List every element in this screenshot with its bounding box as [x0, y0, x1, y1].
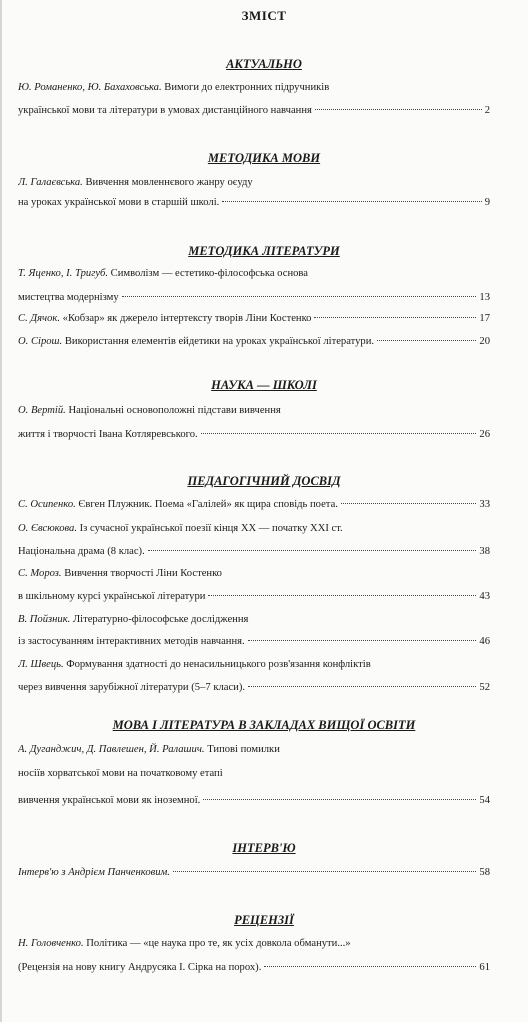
section-heading: НАУКА — ШКОЛІ	[211, 378, 317, 392]
entry-author: Ю. Романенко, Ю. Бахаховська.	[18, 82, 162, 93]
toc-entry-text	[18, 268, 308, 279]
entry-title: Євген Плужник. Поема «Галілей» як щира сповідь поета.	[78, 499, 338, 510]
entry-author: О. Євсюкова.	[18, 523, 77, 534]
toc-entry-text	[18, 794, 200, 808]
dot-leader	[248, 686, 476, 687]
page-number: 33	[479, 499, 490, 510]
entry-author: С. Мороз.	[18, 568, 62, 579]
entry-title: Символізм — естетико-філософська основа	[110, 268, 308, 279]
toc-entry-row[interactable]	[18, 104, 490, 118]
entry-author: Т. Яценко, І. Тригуб.	[18, 268, 109, 279]
toc-entry-row[interactable]	[18, 590, 490, 604]
toc-entry-row[interactable]	[18, 961, 490, 975]
page-number: 13	[479, 292, 490, 303]
section-heading: ІНТЕРВ'Ю	[232, 841, 296, 855]
page-number: 38	[479, 546, 490, 557]
entry-title: Інтерв'ю з Андрієм Панченковим.	[18, 867, 170, 878]
dot-leader	[314, 317, 476, 318]
toc-entry-row[interactable]	[18, 291, 490, 305]
toc-entry-text	[18, 744, 280, 755]
entry-title: вивчення української мови як іноземної.	[18, 795, 201, 806]
entry-title: Вивчення мовленнєвого жанру оєуду	[85, 177, 253, 188]
dot-leader	[208, 595, 476, 596]
dot-leader	[341, 503, 476, 504]
entry-author: Н. Головченко.	[18, 938, 84, 949]
toc-entry-line[interactable]	[18, 767, 490, 781]
page-number: 17	[479, 313, 490, 324]
toc-entry-line[interactable]	[18, 613, 490, 627]
section-heading: МОВА І ЛІТЕРАТУРА В ЗАКЛАДАХ ВИЩОЇ ОСВІТИ	[112, 718, 416, 732]
entry-author: О. Вертій.	[18, 405, 66, 416]
toc-entry-row[interactable]	[18, 335, 490, 349]
toc-entry-text	[18, 291, 119, 305]
dot-leader	[148, 550, 477, 551]
dot-leader	[203, 799, 476, 800]
entry-title: на уроках української мови в старшій школі.	[18, 197, 220, 208]
toc-entry-text	[18, 681, 245, 695]
dot-leader	[122, 296, 477, 297]
toc-entry-line[interactable]	[18, 267, 490, 281]
entry-author: В. Пойзник.	[18, 614, 71, 625]
page-number: 52	[479, 682, 490, 693]
toc-entry-text	[18, 961, 261, 975]
page-number: 46	[479, 636, 490, 647]
dot-leader	[201, 433, 477, 434]
toc-entry-text	[18, 938, 351, 949]
toc-entry-row[interactable]	[18, 794, 490, 808]
toc-entry-text	[18, 659, 371, 670]
entry-author: С. Дячок.	[18, 313, 60, 324]
page-title: ЗМІСТ	[241, 8, 287, 23]
toc-entry-row[interactable]	[18, 312, 490, 326]
toc-entry-text	[18, 866, 170, 880]
entry-title: «Кобзар» як джерело інтертексту творів Ліни Костенко	[62, 313, 312, 324]
entry-title: (Рецензія на нову книгу Андрусяка І. Сірка на порох).	[18, 962, 262, 973]
toc-entry-line[interactable]	[18, 81, 490, 95]
toc-entry-text	[18, 196, 219, 210]
toc-entry-text	[18, 312, 311, 326]
toc-entry-line[interactable]	[18, 743, 490, 757]
toc-entry-text	[18, 523, 343, 534]
toc-entry-row[interactable]	[18, 681, 490, 695]
entry-title: в шкільному курсі української літератури	[18, 591, 206, 602]
section-heading: АКТУАЛЬНО	[226, 57, 302, 71]
entry-title: Політика — «це наука про те, як усіх довкола обманути...»	[86, 938, 351, 949]
entry-title: української мови та літератури в умовах дистанційного навчання	[18, 105, 312, 116]
entry-title: Національна драма (8 клас).	[18, 546, 145, 557]
toc-entry-line[interactable]	[18, 658, 490, 672]
toc-entry-row[interactable]	[18, 196, 490, 210]
toc-entry-text	[18, 768, 223, 779]
toc-entry-text	[18, 614, 248, 625]
entry-title: Формування здатності до ненасильницького розв'язання конфліктів	[66, 659, 371, 670]
dot-leader	[173, 871, 476, 872]
dot-leader	[377, 340, 476, 341]
toc-entry-text	[18, 177, 253, 188]
entry-author: Л. Галаєвська.	[18, 177, 83, 188]
page-number: 2	[484, 105, 490, 116]
toc-entry-text	[18, 335, 374, 349]
toc-entry-text	[18, 82, 329, 93]
entry-title: Національні основоположні підстави вивчення	[68, 405, 281, 416]
page-number: 20	[479, 336, 490, 347]
entry-title: Із сучасної української поезії кінця ХХ — початку ХХІ ст.	[79, 523, 343, 534]
page-number: 43	[479, 591, 490, 602]
toc-entry-text	[18, 104, 312, 118]
toc-entry-text	[18, 590, 205, 604]
section-heading: МЕТОДИКА МОВИ	[207, 151, 321, 165]
toc-entry-line[interactable]	[18, 567, 490, 581]
entry-title: мистецтва модернізму	[18, 292, 119, 303]
toc-entry-text	[18, 498, 338, 512]
entry-title: життя і творчості Івана Котляревського.	[18, 429, 198, 440]
toc-entry-text	[18, 405, 281, 416]
entry-title: носіїв хорватської мови на початковому етапі	[18, 768, 223, 779]
entry-author: О. Сірош.	[18, 336, 63, 347]
entry-title: Літературно-філософське дослідження	[72, 614, 249, 625]
dot-leader	[315, 109, 482, 110]
page-number: 54	[479, 795, 490, 806]
toc-entry-text	[18, 635, 245, 649]
section-heading: РЕЦЕНЗІЇ	[234, 913, 294, 927]
entry-author: А. Дуганджич, Д. Павлешен, Й. Ралашич.	[18, 744, 205, 755]
entry-title: Типові помилки	[207, 744, 280, 755]
page-number: 61	[479, 962, 490, 973]
toc-entry-line[interactable]	[18, 404, 490, 418]
toc-entry-line[interactable]	[18, 176, 490, 190]
entry-title: через вивчення зарубіжної літератури (5–7 класи).	[18, 682, 245, 693]
toc-entry-row[interactable]	[18, 498, 490, 512]
toc-entry-text	[18, 568, 222, 579]
entry-author: С. Осипенко.	[18, 499, 76, 510]
entry-title: Вимоги до електронних підручників	[164, 82, 330, 93]
toc-entry-text	[18, 428, 198, 442]
entry-title: із застосуванням інтерактивних методів навчання.	[18, 636, 245, 647]
section-heading: МЕТОДИКА ЛІТЕРАТУРИ	[188, 244, 340, 258]
page-number: 26	[479, 429, 490, 440]
toc-entry-row[interactable]	[18, 428, 490, 442]
page-number: 58	[479, 867, 490, 878]
toc-entry-row[interactable]	[18, 866, 490, 880]
page-number: 9	[484, 197, 490, 208]
entry-author: Л. Швець.	[18, 659, 64, 670]
entry-title: Вивчення творчості Ліни Костенко	[64, 568, 222, 579]
toc-entry-line[interactable]	[18, 937, 490, 951]
dot-leader	[222, 201, 481, 202]
toc-entry-line[interactable]	[18, 522, 490, 536]
dot-leader	[248, 640, 477, 641]
toc-entry-row[interactable]	[18, 635, 490, 649]
toc-entry-row[interactable]	[18, 545, 490, 559]
dot-leader	[264, 966, 476, 967]
toc-entry-text	[18, 545, 145, 559]
section-heading: ПЕДАГОГІЧНИЙ ДОСВІД	[187, 474, 341, 488]
entry-title: Використання елементів ейдетики на уроках української літератури.	[64, 336, 375, 347]
